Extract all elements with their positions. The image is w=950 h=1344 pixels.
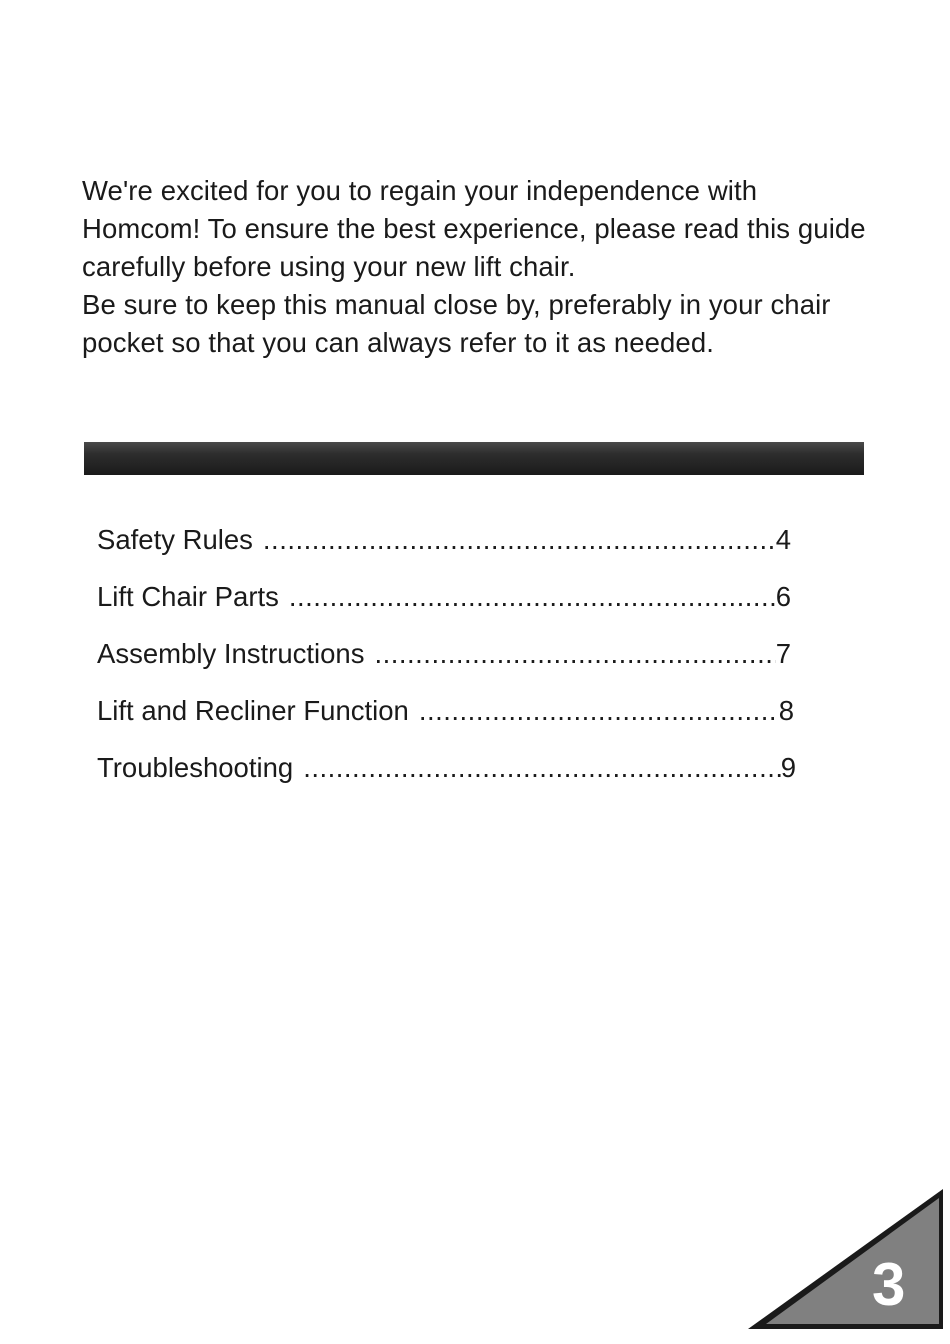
toc-entry-lift-chair-parts[interactable] <box>97 578 791 635</box>
page-number: 3 <box>872 1251 906 1318</box>
toc-entry-label: Troubleshooting <box>97 752 294 783</box>
toc-entry-safety-rules[interactable] <box>97 521 791 578</box>
toc-entry-label: Lift and Recliner Function <box>97 695 409 726</box>
toc-dot-leader <box>374 635 775 692</box>
intro-paragraph: Be sure to keep this manual close by, preferably in your chair pocket so that you can always refer to it as needed. <box>82 289 831 358</box>
toc-dot-leader <box>303 749 781 806</box>
toc-entry-page: 9 <box>780 752 796 783</box>
intro-text <box>82 172 882 362</box>
contents-header-bar <box>84 442 864 475</box>
toc-entry-page: 7 <box>775 638 791 669</box>
intro-paragraph: We're excited for you to regain your independence with Homcom! To ensure the best experience, please read this guide carefully before using your new lift chair. <box>82 175 866 282</box>
toc-dot-leader <box>289 578 776 635</box>
toc-entry-label: Lift Chair Parts <box>97 581 279 612</box>
table-of-contents <box>97 521 797 806</box>
toc-entry-troubleshooting[interactable] <box>97 749 796 806</box>
toc-dot-leader <box>419 692 779 749</box>
toc-entry-label: Assembly Instructions <box>97 638 365 669</box>
toc-dot-leader <box>263 521 776 578</box>
toc-entry-page: 8 <box>778 695 794 726</box>
toc-entry-lift-and-recliner-function[interactable] <box>97 692 794 749</box>
toc-entry-assembly-instructions[interactable] <box>97 635 791 692</box>
toc-entry-page: 4 <box>775 524 791 555</box>
toc-entry-label: Safety Rules <box>97 524 253 555</box>
toc-entry-page: 6 <box>775 581 791 612</box>
